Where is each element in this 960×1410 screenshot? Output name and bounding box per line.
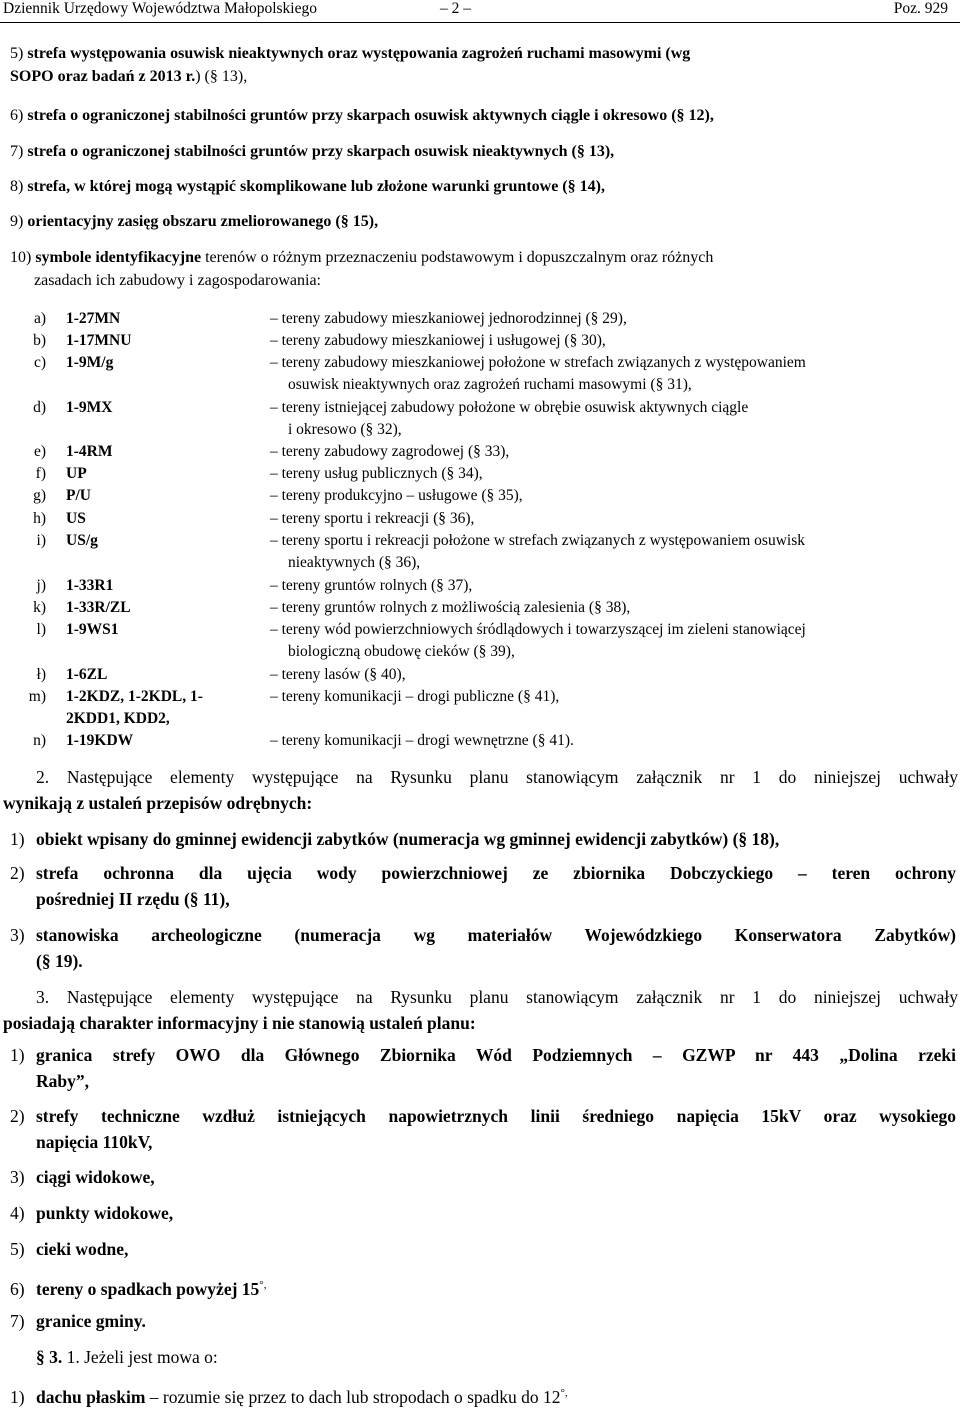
- paragraph-text: Następujące elementy występujące na Rysunku planu stanowiącym załącznik nr 1 do niniejszej uchwały: [49, 767, 958, 787]
- item-text: Raby”,: [36, 1071, 89, 1091]
- row-code: 1-6ZL: [66, 666, 108, 683]
- row-code: 1-9MX: [66, 399, 113, 416]
- item-text: strefa, w której mogą wystąpić skomplikowane lub złożone warunki gruntowe (§ 14),: [27, 178, 605, 195]
- row-description: – tereny gruntów rolnych z możliwością zalesienia (§ 38),: [270, 599, 631, 616]
- row-letter: l): [36, 621, 46, 638]
- row-code: [66, 686, 251, 730]
- item-number: 6): [10, 1278, 25, 1299]
- item-number: 10): [10, 249, 32, 266]
- item-text: cieki wodne,: [36, 1239, 129, 1259]
- item-text: granice gminy.: [36, 1311, 146, 1331]
- row-description: [270, 530, 950, 574]
- list-item: [10, 826, 956, 852]
- item-number: 2): [10, 863, 25, 883]
- row-description-line: – tereny zabudowy mieszkaniowej położone w strefach związanych z występowaniem: [270, 354, 806, 371]
- paragraph-line: [3, 984, 958, 1010]
- row-description-line: – tereny sportu i rekreacji położone w strefach związanych z występowaniem osuwisk: [270, 532, 805, 549]
- row-code: US/g: [66, 532, 98, 549]
- item-number: 2): [10, 1106, 25, 1126]
- list-item: [10, 922, 956, 974]
- row-code: 1-19KDW: [66, 732, 134, 749]
- list-item: [10, 175, 955, 198]
- row-code: 1-9WS1: [66, 621, 119, 638]
- row-description: [270, 397, 950, 441]
- item-text: stanowiska archeologiczne (numeracja wg materiałów Wojewódzkiego Konserwatora Zabytków): [36, 925, 956, 945]
- list-item: [10, 1200, 956, 1226]
- item-number: 7): [10, 143, 24, 160]
- item-text: zasadach ich zabudowy i zagospodarowania:: [34, 272, 321, 289]
- item-number: 3): [10, 925, 25, 945]
- list-item: [10, 104, 955, 127]
- item-text: strefa o ograniczonej stabilności gruntów przy skarpach osuwisk aktywnych ciągle i okresowo (§ 12),: [27, 107, 714, 124]
- list-item: [10, 210, 955, 233]
- row-description: [270, 619, 950, 663]
- page-number: – 2 –: [440, 0, 471, 17]
- row-letter: a): [33, 310, 46, 327]
- item-line: [10, 1042, 956, 1068]
- row-letter: g): [33, 487, 46, 504]
- row-letter: e): [33, 443, 46, 460]
- row-letter: i): [36, 532, 46, 549]
- row-code: P/U: [66, 487, 91, 504]
- header-rule: [0, 22, 960, 23]
- row-code: 1-33R/ZL: [66, 599, 131, 616]
- list-item: [10, 246, 955, 292]
- item-number: 7): [10, 1311, 25, 1331]
- list-item: [10, 1164, 956, 1190]
- item-number: 9): [10, 213, 24, 230]
- item-number: 1): [10, 1386, 25, 1407]
- row-code: 1-17MNU: [66, 332, 132, 349]
- row-code: 1-27MN: [66, 310, 121, 327]
- row-code: 1-4RM: [66, 443, 113, 460]
- list-item: [10, 140, 955, 163]
- row-description: – tereny produkcyjno – usługowe (§ 35),: [270, 487, 523, 504]
- paragraph-number: 3.: [36, 987, 50, 1007]
- item-number: 1): [10, 1045, 25, 1065]
- row-description-line: – tereny istniejącej zabudowy położone w obrębie osuwisk aktywnych ciągle: [270, 399, 749, 416]
- row-description-line: biologiczną obudowę cieków (§ 39),: [288, 643, 515, 660]
- list-item: [10, 1103, 956, 1155]
- paragraph-bold-text: posiadają charakter informacyjny i nie stanowią ustaleń planu:: [3, 1013, 476, 1033]
- row-description: – tereny lasów (§ 40),: [270, 666, 406, 683]
- row-description-line: osuwisk nieaktywnych oraz zagrożeń ruchami masowymi (§ 31),: [288, 376, 692, 393]
- degree-suffix: °,: [560, 1387, 568, 1399]
- paragraph-bold-text: wynikają z ustaleń przepisów odrębnych:: [3, 793, 313, 813]
- row-letter: j): [36, 577, 46, 594]
- item-text: ) (§ 13),: [195, 68, 248, 85]
- item-bold-text: dachu płaskim: [36, 1386, 146, 1407]
- list-item: [10, 1042, 956, 1094]
- row-description: – tereny sportu i rekreacji (§ 36),: [270, 510, 475, 527]
- row-description: – tereny usług publicznych (§ 34),: [270, 465, 483, 482]
- item-text: ciągi widokowe,: [36, 1167, 155, 1187]
- list-item: [10, 1308, 956, 1334]
- row-description: [270, 352, 950, 396]
- item-line: [10, 1103, 956, 1129]
- item-text: strefy techniczne wzdłuż istniejących napowietrznych linii średniego napięcia 15kV oraz wysokiego: [36, 1106, 956, 1126]
- item-line: [10, 860, 956, 886]
- item-text: strefa ochronna dla ujęcia wody powierzchniowej ze zbiornika Dobczyckiego – teren ochrony: [36, 863, 956, 883]
- row-description: – tereny komunikacji – drogi wewnętrzne (§ 41).: [270, 732, 574, 749]
- row-code: US: [66, 510, 86, 527]
- list-item: [10, 860, 956, 912]
- row-letter: n): [33, 732, 46, 749]
- item-number: 5): [10, 1239, 25, 1259]
- item-text: obiekt wpisany do gminnej ewidencji zabytków (numeracja wg gminnej ewidencji zabytków) (§ 18),: [36, 829, 780, 849]
- list-item: [10, 1272, 956, 1302]
- item-text: granica strefy OWO dla Głównego Zbiornika Wód Podziemnych – GZWP nr 443 „Dolina rzeki: [36, 1045, 956, 1065]
- list-item: [10, 42, 955, 88]
- section-number: § 3.: [36, 1347, 63, 1367]
- row-code-line: 1-2KDZ, 1-2KDL, 1-: [66, 688, 203, 705]
- section-heading: [10, 1344, 956, 1370]
- row-description-line: i okresowo (§ 32),: [288, 421, 402, 438]
- row-letter: ł): [36, 666, 46, 683]
- paragraph-number: 2.: [36, 767, 50, 787]
- row-letter: f): [35, 465, 46, 482]
- row-description-line: – tereny wód powierzchniowych śródlądowych i towarzyszącej im zieleni stanowiącej: [270, 621, 806, 638]
- row-letter: k): [33, 599, 46, 616]
- row-code: 1-33R1: [66, 577, 114, 594]
- item-line: [10, 922, 956, 948]
- row-code: 1-9M/g: [66, 354, 114, 371]
- item-text: – rozumie się przez to dach lub stropodach o spadku do 12: [145, 1386, 561, 1407]
- page-header: [0, 0, 960, 22]
- row-description: – tereny gruntów rolnych (§ 37),: [270, 577, 473, 594]
- item-number: 5): [10, 45, 24, 62]
- position-number: Poz. 929: [893, 0, 948, 17]
- list-item: [10, 1380, 956, 1410]
- item-number: 3): [10, 1167, 25, 1187]
- row-letter: m): [28, 688, 46, 705]
- item-text: strefa występowania osuwisk nieaktywnych oraz występowania zagrożeń ruchami masowymi (wg: [27, 45, 691, 62]
- item-text: punkty widokowe,: [36, 1203, 174, 1223]
- item-text: SOPO oraz badań z 2013 r.: [10, 68, 196, 85]
- row-description: – tereny zabudowy zagrodowej (§ 33),: [270, 443, 510, 460]
- item-number: 1): [10, 829, 25, 849]
- item-number: 4): [10, 1203, 25, 1223]
- item-number: 8): [10, 178, 24, 195]
- item-bold-text: symbole identyfikacyjne: [35, 249, 202, 266]
- journal-title: Dziennik Urzędowy Województwa Małopolskiego: [3, 0, 317, 17]
- paragraph-3: [3, 984, 958, 1036]
- row-code-line: 2KDD1, KDD2,: [66, 710, 170, 727]
- item-text: terenów o różnym przeznaczeniu podstawowym i dopuszczalnym oraz różnych: [201, 249, 714, 266]
- degree-suffix: °,: [259, 1279, 267, 1291]
- item-text: napięcia 110kV,: [36, 1132, 153, 1152]
- paragraph-line: [3, 764, 958, 790]
- row-description: – tereny komunikacji – drogi publiczne (§ 41),: [270, 688, 560, 705]
- item-text: orientacyjny zasięg obszaru zmeliorowanego (§ 15),: [27, 213, 379, 230]
- item-number: 6): [10, 107, 24, 124]
- list-item: [10, 1236, 956, 1262]
- item-text: pośredniej II rzędu (§ 11),: [36, 889, 230, 909]
- row-letter: c): [33, 354, 46, 371]
- row-description-line: nieaktywnych (§ 36),: [288, 554, 421, 571]
- paragraph-2: [3, 764, 958, 816]
- row-letter: h): [33, 510, 46, 527]
- item-text: tereny o spadkach powyżej 15: [36, 1278, 260, 1299]
- section-text: 1. Jeżeli jest mowa o:: [62, 1347, 218, 1367]
- row-code: UP: [66, 465, 87, 482]
- row-description: – tereny zabudowy mieszkaniowej jednorodzinnej (§ 29),: [270, 310, 627, 327]
- item-text: strefa o ograniczonej stabilności gruntów przy skarpach osuwisk nieaktywnych (§ 13),: [27, 143, 615, 160]
- row-description: – tereny zabudowy mieszkaniowej i usługowej (§ 30),: [270, 332, 606, 349]
- paragraph-text: Następujące elementy występujące na Rysunku planu stanowiącym załącznik nr 1 do niniejszej uchwały: [49, 987, 958, 1007]
- item-text: (§ 19).: [36, 951, 83, 971]
- row-letter: b): [33, 332, 46, 349]
- row-letter: d): [33, 399, 46, 416]
